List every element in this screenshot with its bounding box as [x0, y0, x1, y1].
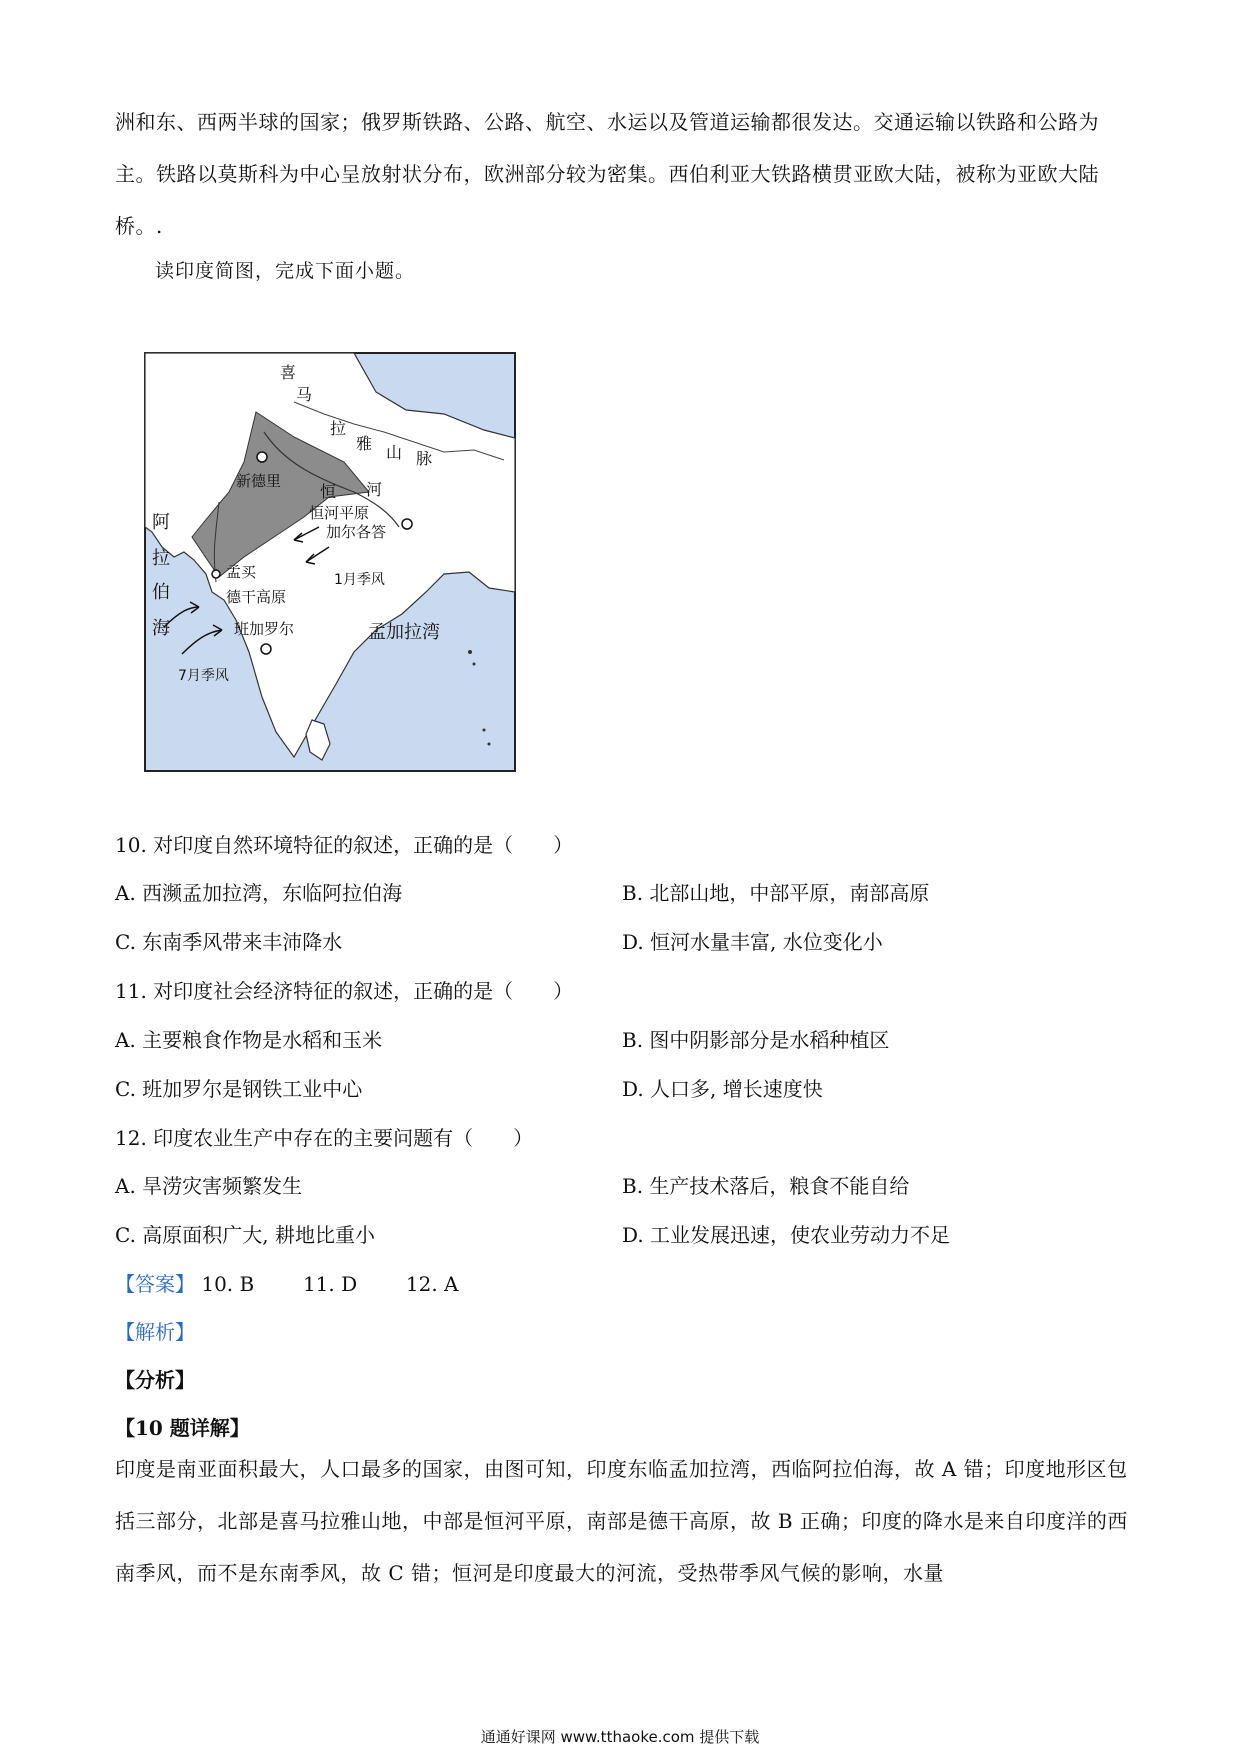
- bangalore-marker: [261, 644, 271, 654]
- map-label-jul-monsoon: 7月季风: [178, 668, 229, 684]
- answer-item-12: 12. A: [405, 1272, 459, 1296]
- map-label-kolkata: 加尔各答: [326, 523, 387, 541]
- question-10-option-d: D. 恒河水量丰富, 水位变化小: [622, 930, 883, 954]
- map-label-deccan: 德干高原: [226, 588, 287, 606]
- mumbai-marker: [212, 570, 220, 578]
- question-11-option-a: A. 主要粮食作物是水稻和玉米: [115, 1028, 383, 1052]
- question-12-stem: 12. 印度农业生产中存在的主要问题有（ ）: [115, 1126, 534, 1150]
- map-label-mumbai: 孟买: [226, 563, 257, 581]
- question-10-option-b: B. 北部山地，中部平原，南部高原: [622, 881, 930, 905]
- map-label-la: 拉: [330, 419, 347, 438]
- map-label-ma: 马: [296, 385, 313, 404]
- fenxi-tag: 【分析】: [115, 1368, 195, 1392]
- answer-tag: 【答案】: [115, 1272, 195, 1296]
- map-label-new-delhi: 新德里: [236, 472, 282, 490]
- question-11-stem: 11. 对印度社会经济特征的叙述，正确的是（ ）: [115, 979, 574, 1003]
- answer-item-10: 10. B: [201, 1272, 255, 1296]
- answer-item-11: 11. D: [302, 1272, 358, 1296]
- new-delhi-marker: [257, 452, 267, 462]
- india-map: [144, 352, 516, 772]
- map-label-heng: 恒: [320, 482, 337, 501]
- instruction-text: 读印度简图，完成下面小题。: [155, 260, 416, 282]
- map-label-la2: 拉: [152, 548, 170, 569]
- map-label-a: 阿: [152, 512, 170, 533]
- map-label-xi: 喜: [280, 363, 297, 382]
- answer-line: [115, 1268, 458, 1297]
- intro-paragraph: 洲和东、西两半球的国家；俄罗斯铁路、公路、航空、水运以及管道运输都很发达。交通运输以铁路和公路为主。铁路以莫斯科为中心呈放射状分布，欧洲部分较为密集。西伯利亚大铁路横贯亚欧大陆，被称为亚欧大陆桥。.: [115, 110, 1099, 238]
- map-label-ya: 雅: [356, 434, 373, 453]
- map-label-ganga-plain: 恒河平原: [309, 504, 370, 522]
- map-label-he: 河: [366, 480, 383, 499]
- map-label-jan-monsoon: 1月季风: [334, 572, 385, 588]
- question-12-option-d: D. 工业发展迅速，使农业劳动力不足: [622, 1223, 951, 1247]
- question-12-option-b: B. 生产技术落后，粮食不能自给: [622, 1174, 910, 1198]
- page-footer: 通通好课网 www.tthaoke.com 提供下载: [480, 1728, 760, 1746]
- map-label-shan: 山: [386, 443, 403, 462]
- question-11-option-c: C. 班加罗尔是钢铁工业中心: [115, 1077, 363, 1101]
- island-dot: [468, 650, 472, 654]
- island-dot: [483, 729, 486, 732]
- map-label-bangalore: 班加罗尔: [234, 620, 295, 638]
- question-10-stem: 10. 对印度自然环境特征的叙述，正确的是（ ）: [115, 833, 574, 857]
- question-12-option-c: C. 高原面积广大, 耕地比重小: [115, 1223, 376, 1247]
- island-dot: [473, 663, 476, 666]
- analysis-tag: 【解析】: [115, 1320, 195, 1344]
- kolkata-marker: [402, 519, 412, 529]
- island-dot: [488, 743, 491, 746]
- map-label-hai: 海: [152, 618, 170, 639]
- map-label-bo: 伯: [152, 582, 170, 603]
- question-10-option-c: C. 东南季风带来丰沛降水: [115, 930, 343, 954]
- question-12-option-a: A. 旱涝灾害频繁发生: [115, 1174, 303, 1198]
- question-11-option-d: D. 人口多, 增长速度快: [622, 1077, 823, 1101]
- map-label-mai: 脉: [416, 449, 433, 468]
- map-label-bay-of-bengal: 孟加拉湾: [368, 622, 440, 643]
- question-10-option-a: A. 西濒孟加拉湾，东临阿拉伯海: [115, 881, 403, 905]
- detail-paragraph: 印度是南亚面积最大，人口最多的国家，由图可知，印度东临孟加拉湾，西临阿拉伯海，故 A 错；印度地形区包括三部分，北部是喜马拉雅山地，中部是恒河平原，南部是德干高原，故 B 正确；印度的降水是来自印度洋的西南季风，而不是东南季风，故 C 错；恒河是印度最大的河流，受热带季风气候的影响，水量: [115, 1457, 1128, 1585]
- detail-tag: 【10 题详解】: [115, 1416, 250, 1440]
- question-11-option-b: B. 图中阴影部分是水稻种植区: [622, 1028, 890, 1052]
